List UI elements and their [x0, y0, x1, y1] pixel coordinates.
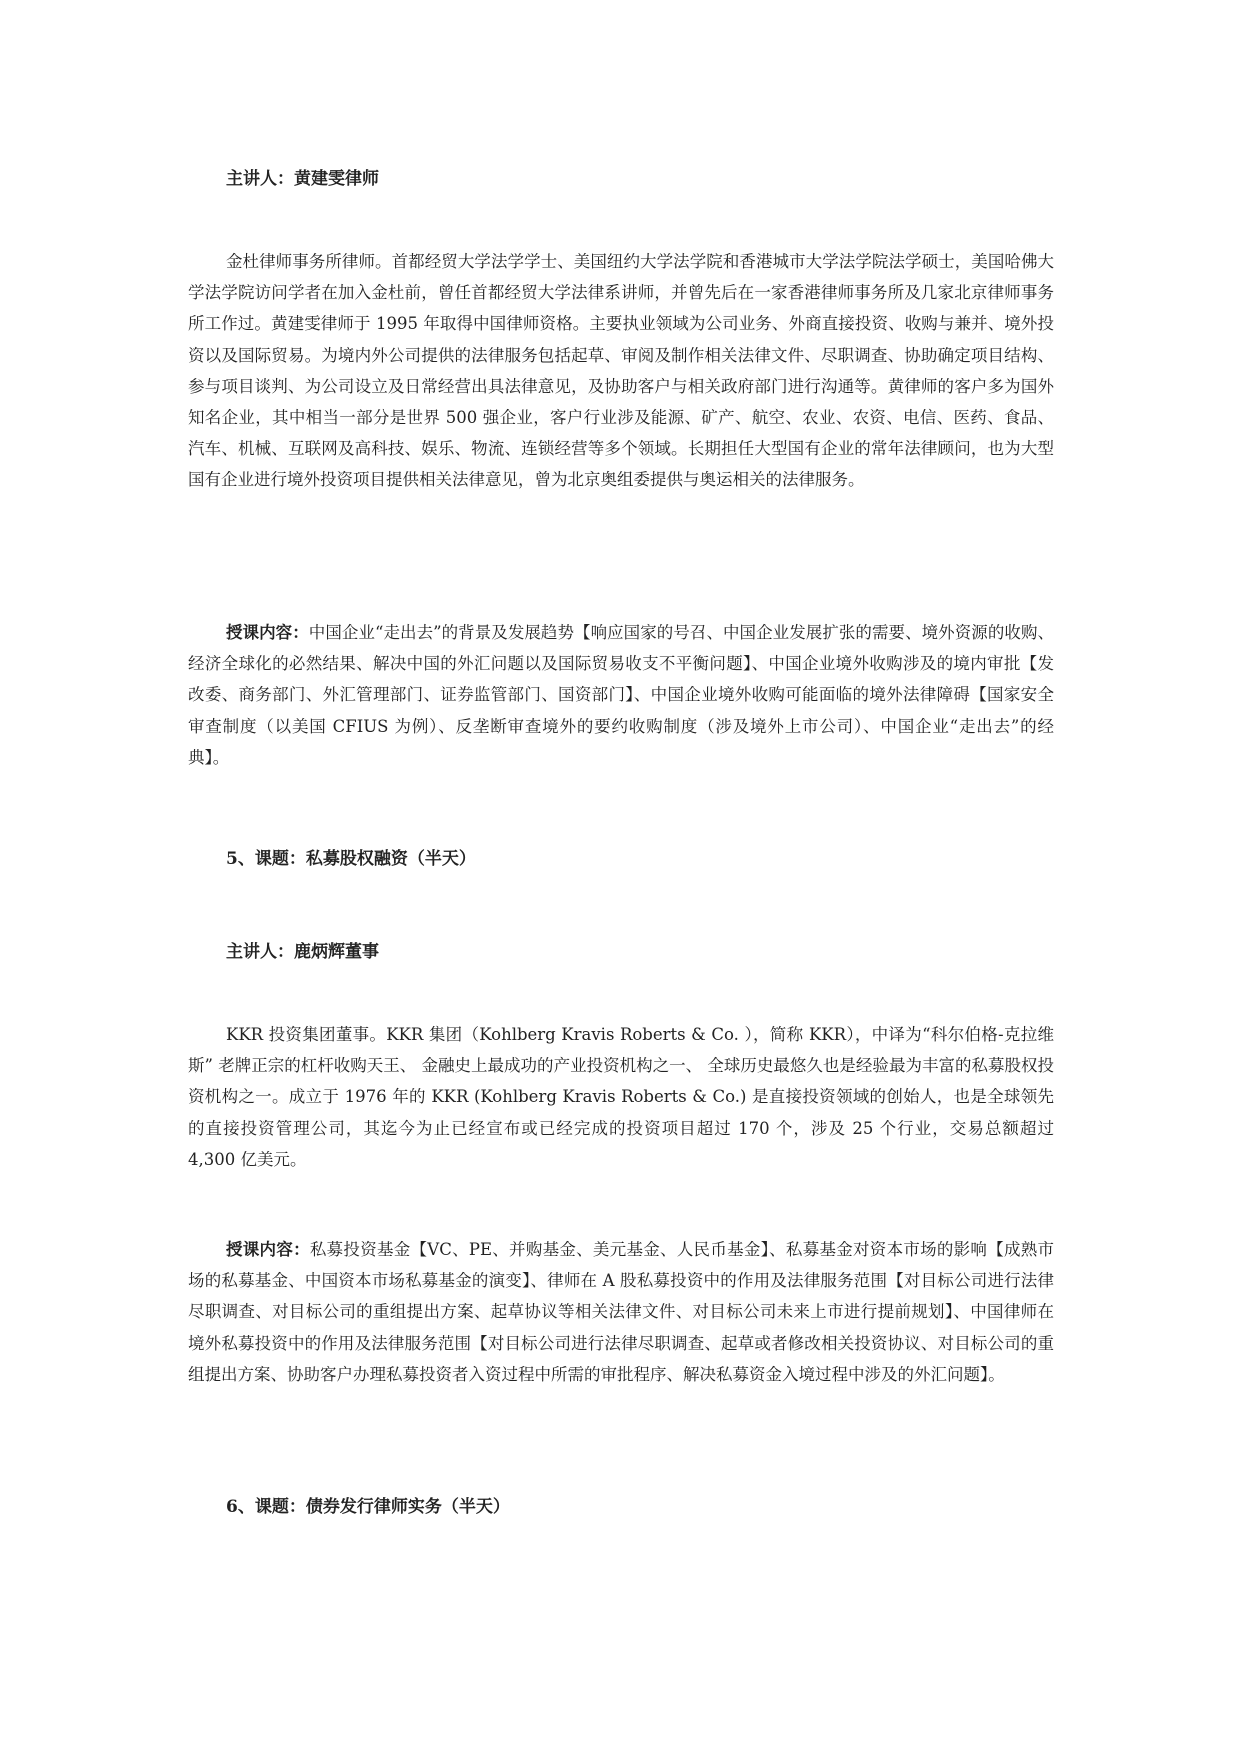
speaker1-bio: 金杜律师事务所律师。首都经贸大学法学学士、美国纽约大学法学院和香港城市大学法学院法学硕士，美国哈佛大学法学院访问学者在加入金杜前，曾任首都经贸大学法律系讲师，并曾先后在一家香港律师事务所及几家北京律师事务所工作过。黄建雯律师于 1995 年取得中国律师资格。主要执业领域为公司业务、外商直接投资、收购与兼并、境外投资以及国际贸易。为境内外公司提供的法律服务包括起草、审阅及制作相关法律文件、尽职调查、协助确定项目结构、参与项目谈判、为公司设立及日常经营出具法律意见，及协助客户与相关政府部门进行沟通等。黄律师的客户多为国外知名企业，其中相当一部分是世界 500 强企业，客户行业涉及能源、矿产、航空、农业、农资、电信、医药、食品、汽车、机械、互联网及高科技、娱乐、物流、连锁经营等多个领域。长期担任大型国有企业的常年法律顾问，也为大型国有企业进行境外投资项目提供相关法律意见，曾为北京奥组委提供与奥运相关的法律服务。 — [188, 252, 1054, 490]
topic5-speaker-bio: KKR 投资集团董事。KKR 集团（Kohlberg Kravis Roberts & Co. ），简称 KKR），中译为“科尔伯格-克拉维斯” 老牌正宗的杠杆收购天王、 金融史上最成功的产业投资机构之一、 全球历史最悠久也是经验最为丰富的私募股权投资机构之一。成立于 1976 年的 KKR (Kohlberg Kravis Roberts & Co.) 是直接投资领域的创始人，也是全球领先的直接投资管理公司，其迄今为止已经宣布或已经完成的投资项目超过 170 个，涉及 25 个行业，交易总额超过 4,300 亿美元。 — [188, 1025, 1054, 1169]
topic5-course-content — [188, 1234, 1054, 1390]
course-content-label: 授课内容： — [226, 1240, 310, 1259]
speaker1-course-content — [188, 617, 1054, 773]
topic6-heading: 6、课题：债券发行律师实务（半天） — [226, 1497, 510, 1517]
topic5-heading: 5、课题：私募股权融资（半天） — [226, 849, 476, 869]
course-content-label: 授课内容： — [226, 623, 309, 642]
topic5-speaker-heading: 主讲人：鹿炳辉董事 — [226, 942, 379, 962]
speaker1-heading: 主讲人：黄建雯律师 — [226, 169, 379, 189]
course-content-text: 中国企业“走出去”的背景及发展趋势【响应国家的号召、中国企业发展扩张的需要、境外资源的收购、经济全球化的必然结果、解决中国的外汇问题以及国际贸易收支不平衡问题】、中国企业境外收购涉及的境内审批【发改委、商务部门、外汇管理部门、证券监管部门、国资部门】、中国企业境外收购可能面临的境外法律障碍【国家安全审查制度（以美国 CFIUS 为例）、反垄断审查境外的要约收购制度（涉及境外上市公司）、中国企业“走出去”的经典】。 — [188, 623, 1054, 767]
course-content-text: 私募投资基金【VC、PE、并购基金、美元基金、人民币基金】、私募基金对资本市场的影响【成熟市场的私募基金、中国资本市场私募基金的演变】、律师在 A 股私募投资中的作用及法律服务范围【对目标公司进行法律尽职调查、对目标公司的重组提出方案、起草协议等相关法律文件、对目标公司未来上市进行提前规划】、中国律师在境外私募投资中的作用及法律服务范围【对目标公司进行法律尽职调查、起草或者修改相关投资协议、对目标公司的重组提出方案、协助客户办理私募投资者入资过程中所需的审批程序、解决私募资金入境过程中涉及的外汇问题】。 — [188, 1240, 1055, 1384]
